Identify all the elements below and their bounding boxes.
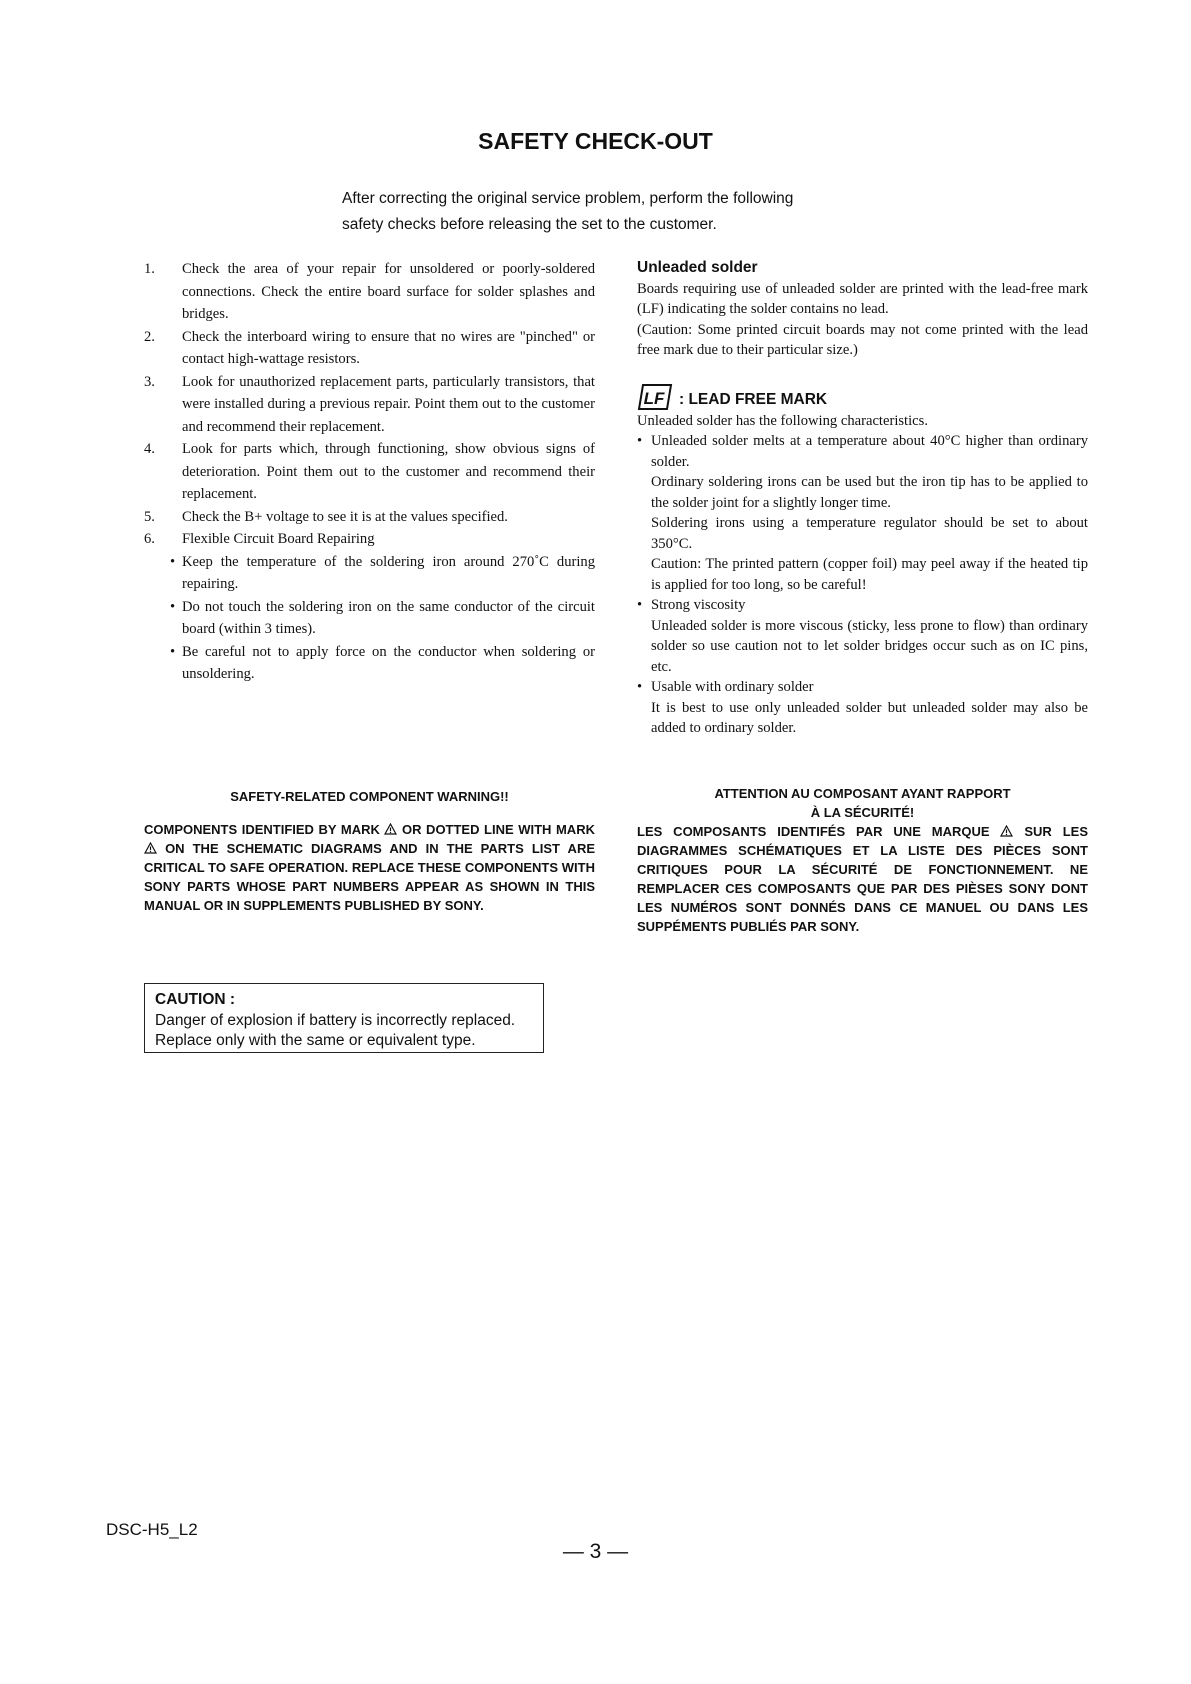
warning-body	[637, 822, 1088, 936]
item-text: Check the area of your repair for unsoldered or poorly-soldered connections. Check the entire board surface for solder splashes and bridges.	[182, 261, 595, 322]
item-text: Look for parts which, through functioning, show obvious signs of deterioration. Point them out to the customer and recommend their replacement.	[182, 441, 595, 502]
warning-triangle-icon	[384, 823, 397, 835]
warning-title-line-1: ATTENTION AU COMPOSANT AYANT RAPPORT	[714, 786, 1011, 801]
characteristic-detail: Ordinary soldering irons can be used but the iron tip has to be applied to the solder joint for a slightly longer time.	[651, 474, 1088, 511]
warning-title-line-2: À LA SÉCURITÉ!	[810, 805, 915, 820]
warning-triangle-icon	[1000, 825, 1013, 837]
characteristic-detail: Unleaded solder is more viscous (sticky, less prone to flow) than ordinary solder so use caution not to let solder bridges occur such as on IC pins, etc.	[651, 617, 1088, 675]
characteristic-detail: It is best to use only unleaded solder but unleaded solder may also be added to ordinary solder.	[651, 699, 1088, 736]
subitem-text: Keep the temperature of the soldering iron around 270˚C during repairing.	[182, 553, 595, 592]
page-title: SAFETY CHECK-OUT	[478, 128, 713, 154]
lead-free-label: : LEAD FREE MARK	[679, 391, 828, 408]
characteristics-intro: Unleaded solder has the following characteristics.	[637, 412, 928, 429]
safety-checklist	[144, 258, 595, 686]
characteristic-title: Strong viscosity	[651, 597, 746, 613]
item-number: 5.	[144, 508, 155, 525]
checklist-subitem	[144, 596, 595, 641]
characteristic-item	[637, 595, 1088, 616]
checklist-subitem	[144, 641, 595, 686]
intro-line-1: After correcting the original service problem, perform the following	[342, 190, 794, 207]
bullet: •	[637, 433, 643, 449]
lead-free-icon-text: LF	[643, 388, 665, 408]
checklist-item	[144, 506, 595, 529]
item-text: Flexible Circuit Board Repairing	[182, 531, 375, 547]
characteristic-title: Usable with ordinary solder	[651, 679, 814, 695]
battery-caution-box	[144, 983, 544, 1053]
item-number: 2.	[144, 328, 155, 345]
intro-line-2: safety checks before releasing the set to the customer.	[342, 216, 717, 233]
checklist-item	[144, 258, 595, 326]
model-code: DSC-H5_L2	[106, 1520, 198, 1539]
item-number: 4.	[144, 441, 155, 457]
item-number: 6.	[144, 531, 155, 547]
characteristic-item	[637, 677, 1088, 698]
item-text: Check the B+ voltage to see it is at the values specified.	[182, 508, 508, 525]
bullet: •	[637, 679, 643, 695]
caution-line-1: Danger of explosion if battery is incorrectly replaced.	[155, 1011, 516, 1029]
item-number: 1.	[144, 261, 155, 277]
warning-text: SUR LES DIAGRAMMES SCHÉMATIQUES ET LA LISTE DES PIÈCES SONT CRITIQUES POUR LA SÉCURITÉ DE FONCTIONNEMENT. NE REMPLACER CES COMPOSANTS QUE PAR DES PIÈSES SONY DONT LES NUMÉROS SONT DONNÉS DANS CE MANUEL OU DANS LES SUPPÉMENTS PUBLIÉS PAR SONY.	[637, 824, 1088, 934]
unleaded-heading: Unleaded solder	[637, 259, 758, 276]
safety-warning-french	[637, 784, 1088, 936]
bullet: •	[170, 643, 176, 660]
warning-title: SAFETY-RELATED COMPONENT WARNING!!	[230, 789, 509, 804]
checklist-item	[144, 438, 595, 506]
unleaded-solder-section	[637, 258, 1088, 739]
subitem-text: Do not touch the soldering iron on the same conductor of the circuit board (within 3 times).	[182, 598, 595, 637]
characteristic-detail: Caution: The printed pattern (copper foil) may peel away if the heated tip is applied for too long, so be careful!	[651, 556, 1088, 593]
warning-text: OR DOTTED LINE WITH MARK	[402, 822, 595, 837]
lead-free-mark-row	[637, 383, 1088, 411]
bullet: •	[637, 597, 643, 613]
characteristic-title: Unleaded solder melts at a temperature about 40°C higher than ordinary solder.	[651, 433, 1088, 470]
item-text: Look for unauthorized replacement parts, particularly transistors, that were installed during a previous repair. Point them out to the customer and recommend their replacement.	[182, 373, 595, 435]
checklist-subitem	[144, 551, 595, 596]
bullet: •	[170, 598, 176, 615]
lead-free-icon	[637, 383, 673, 411]
checklist-item	[144, 371, 595, 439]
checklist-item	[144, 528, 595, 551]
subitem-text: Be careful not to apply force on the conductor when soldering or unsoldering.	[182, 643, 595, 682]
characteristic-detail: Soldering irons using a temperature regulator should be set to about 350°C.	[651, 515, 1088, 552]
safety-warning-english	[144, 787, 595, 915]
caution-title: CAUTION :	[155, 991, 236, 1008]
unleaded-paragraph: Boards requiring use of unleaded solder are printed with the lead-free mark (LF) indicating the solder contains no lead.	[637, 280, 1088, 317]
caution-line-2: Replace only with the same or equivalent type.	[155, 1032, 476, 1049]
characteristic-item	[637, 431, 1088, 472]
warning-body	[144, 820, 595, 915]
checklist-item	[144, 326, 595, 371]
warning-triangle-icon	[144, 842, 157, 854]
item-number: 3.	[144, 373, 155, 390]
warning-text: COMPONENTS IDENTIFIED BY MARK	[144, 822, 380, 837]
bullet: •	[170, 553, 176, 570]
unleaded-caution-paragraph: (Caution: Some printed circuit boards may not come printed with the lead free mark due to their particular size.)	[637, 321, 1088, 358]
item-text: Check the interboard wiring to ensure that no wires are "pinched" or contact high-wattage resistors.	[182, 328, 595, 367]
warning-text: LES COMPOSANTS IDENTIFÉS PAR UNE MARQUE	[637, 824, 990, 839]
page-number: — 3 —	[562, 1540, 629, 1563]
intro-text	[342, 186, 902, 238]
warning-text: ON THE SCHEMATIC DIAGRAMS AND IN THE PARTS LIST ARE CRITICAL TO SAFE OPERATION. REPLACE THESE COMPONENTS WITH SONY PARTS WHOSE PART NUMBERS APPEAR AS SHOWN IN THIS MANUAL OR IN SUPPLEMENTS PUBLISHED BY SONY.	[144, 841, 595, 913]
